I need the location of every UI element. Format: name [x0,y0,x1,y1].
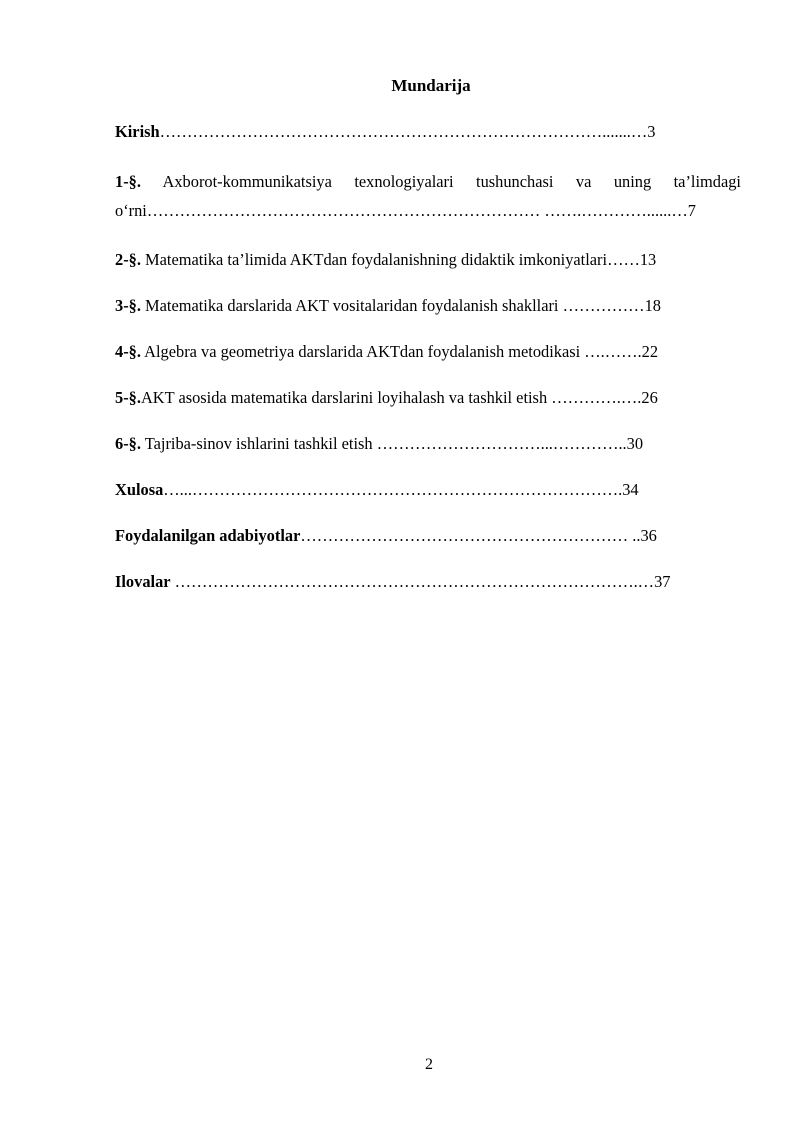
toc-entry-heading: 1-§. [115,172,141,191]
toc-entry-heading: 4-§. [115,342,141,361]
toc-entry-section-4 [115,341,741,363]
toc-entry-page: 37 [654,572,671,591]
toc-entry-section-2 [115,249,741,271]
toc-entry-page: 13 [639,250,657,269]
toc-entry-text: Algebra va geometriya darslarida AKTdan foydalanish metodikasi [140,342,581,361]
toc-entry-heading: Foydalanilgan adabiyotlar [115,526,301,545]
toc-entry-heading: Ilovalar [115,572,171,591]
toc-entry-leader: …...……………………………………………………………………. [163,480,623,499]
toc-entry-page: 22 [641,342,659,361]
toc-entry-text: Matematika darslarida AKT vositalaridan foydalanish shakllari [140,296,559,315]
toc-entry-leader: …………………………………………………… .. [300,526,641,545]
toc-entry-text: AKT asosida matematika darslarini loyihalash va tashkil etish [140,388,548,407]
toc-entry-page: 7 [687,201,696,220]
toc-title: Mundarija [391,76,471,95]
toc-entry-leader: ….……. [580,342,642,361]
toc-entry-leader: ………………………………………………………………………….… [170,572,655,591]
toc-entry-xulosa [115,479,741,501]
toc-entry-page: 34 [622,480,639,499]
toc-entry-heading: Xulosa [115,480,164,499]
toc-entry-page: 36 [640,526,657,545]
table-of-contents [115,121,741,593]
toc-entry-heading: 3-§. [115,296,141,315]
toc-entry-section-3 [115,295,741,317]
toc-entry-leader: …………………………...………….. [372,434,627,453]
toc-entry-page: 30 [626,434,644,453]
toc-entry-text: Tajriba-sinov ishlarini tashkil etish [140,434,373,453]
toc-entry-section-1 [115,167,741,225]
toc-entry-heading: 6-§. [115,434,141,453]
toc-entry-leader: ……………………………………………………………………….......… [159,122,648,141]
toc-entry-page: 18 [644,296,661,315]
toc-entry-heading: Kirish [115,122,160,141]
toc-entry-page: 26 [641,388,658,407]
toc-entry-leader: …………… [558,296,645,315]
toc-entry-section-5 [115,387,741,409]
toc-entry-leader: ………….…. [547,388,642,407]
page-number: 2 [425,1056,433,1073]
toc-entry-heading: 5-§. [115,388,141,407]
toc-entry-text: Matematika ta’limida AKTdan foydalanishning didaktik imkoniyatlari [140,250,608,269]
toc-entry-leader: ……………………………………………………………… …….…………......… [146,201,688,220]
toc-entry-page: 3 [647,122,656,141]
toc-entry-section-6 [115,433,741,455]
toc-entry-leader: …… [607,250,640,269]
toc-entry-kirish [115,121,741,143]
toc-entry-heading: 2-§. [115,250,141,269]
toc-entry-adabiyotlar [115,525,741,547]
toc-entry-text: Axborot-kommunikatsiya texnologiyalari tushunchasi va uning ta’limdagi o‘rni [115,172,741,220]
toc-entry-ilovalar [115,571,741,593]
